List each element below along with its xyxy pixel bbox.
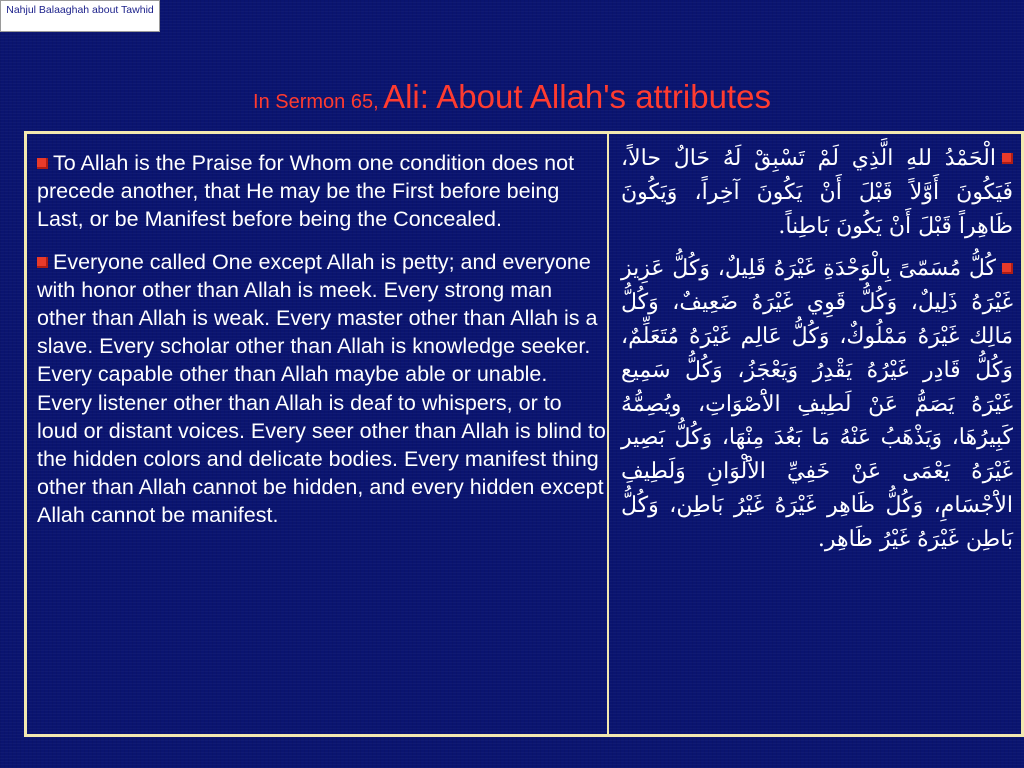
- arabic-text: الْحَمْدُ للهِ الَّذِي لَمْ تَسْبِقْ لَهُ حَالٌ حالاً، فَيَكُونَ أَوَّلاً قَبْلَ أَنْ يَكُونَ آخِراً، وَيَكُونَ ظَاهِراً قَبْلَ أَنْ يَكُونَ بَاطِناً.: [621, 146, 1013, 239]
- english-paragraph: [37, 248, 607, 530]
- square-bullet-icon: [37, 257, 48, 268]
- square-bullet-icon: [1002, 263, 1013, 274]
- arabic-paragraph: [621, 252, 1013, 556]
- english-paragraph: [37, 149, 607, 234]
- square-bullet-icon: [1002, 153, 1013, 164]
- english-text: Everyone called One except Allah is petty; and everyone with honor other than Allah is meek. Every strong man other than Allah is weak. Every master other than Allah is a slave. Every scholar other than Allah is knowledge seeker. Every capable other than Allah maybe able or unable. Every listener other than Allah is deaf to whispers, or to loud or distant voices. Every seer other than Allah is blind to the hidden colors and delicate bodies. Every manifest thing other than Allah cannot be hidden, and every hidden except Allah cannot be manifest.: [37, 249, 606, 528]
- arabic-paragraph: [621, 142, 1013, 243]
- english-text: To Allah is the Praise for Whom one condition does not precede another, that He may be the First before being Last, or be Manifest before being the Concealed.: [37, 151, 575, 232]
- translation-table: [24, 131, 1024, 737]
- title-main: Ali: About Allah's attributes: [383, 78, 771, 115]
- arabic-text: كُلُّ مُسَمّىً بِالْوَحْدَةِ غَيْرَهُ قَلِيلٌ، وَكُلُّ عَزِيز غَيْرَهُ ذَلِيلٌ، وَكُلُّ قَوِي غَيْرَهُ ضَعِيفٌ، وَكُلُّ مَالِك غَيْرَهُ مَمْلُوكٌ، وَكُلُّ عَالِم غَيْرَهُ مُتَعَلِّمٌ، وَكُلُّ قَادِر غَيْرُهُ يَقْدِرُ وَيَعْجَزُ، وَكُلُّ سَمِيع غَيْرَهُ يَصَمُّ عَنْ لَطِيفِ الاَْصْوَاتِ، ويُصِمُّهُ كَبِيرُهَا، وَيَذْهَبُ عَنْهُ مَا بَعُدَ مِنْهَا، وَكُلُّ بَصِير غَيْرَهُ يَعْمَى عَنْ خَفِيِّ الاَْلْوَانِ وَلَطِيفِ الاَْجْسَامِ، وَكُلُّ ظَاهِر غَيْرَهُ غَيْرُ بَاطِن، وَكُلُّ بَاطِن غَيْرَهُ غَيْرُ ظَاهِر.: [621, 256, 1013, 552]
- title-prefix: In Sermon 65,: [253, 91, 379, 113]
- square-bullet-icon: [37, 158, 48, 169]
- slide-title: [0, 78, 1024, 116]
- english-column: [27, 134, 609, 734]
- slide-corner-label: Nahjul Balaaghah about Tawhid: [0, 0, 160, 32]
- arabic-column: [609, 134, 1021, 734]
